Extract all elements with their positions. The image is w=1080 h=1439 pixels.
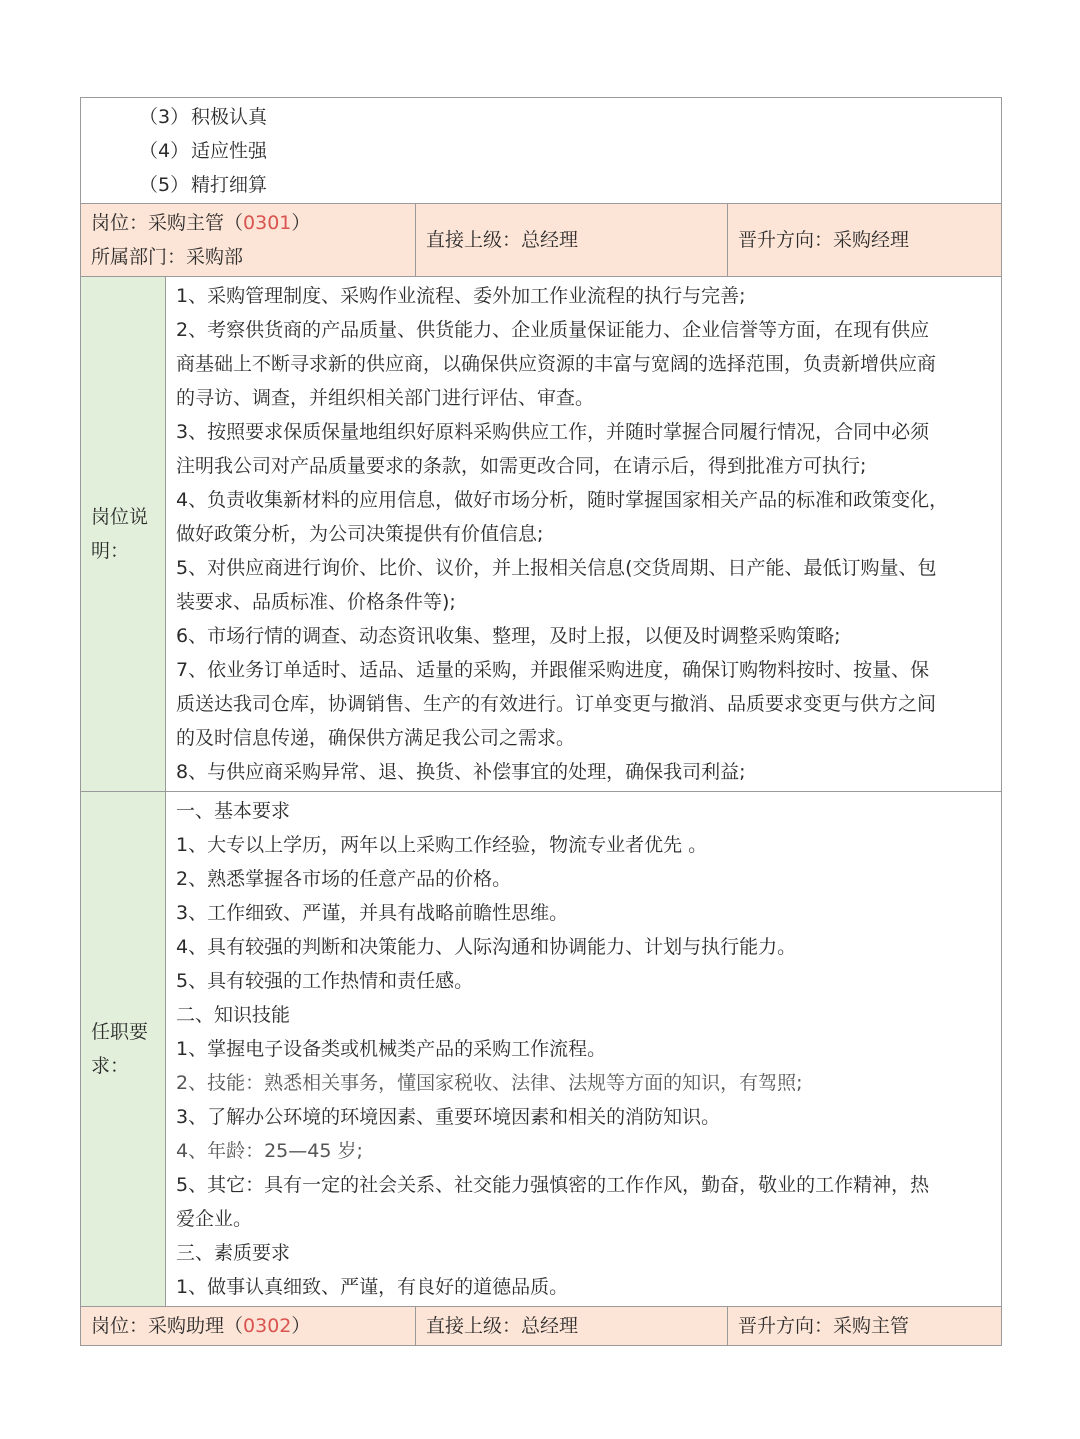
requirements-line: 三、素质要求	[176, 1242, 291, 1264]
intro-item	[81, 168, 1001, 202]
description-line: 注明我公司对产品质量要求的条款，如需更改合同，在请示后，得到批准方可执行;	[176, 455, 867, 477]
description-line: 的及时信息传递，确保供方满足我公司之需求。	[176, 727, 576, 749]
requirements-line: 3、了解办公环境的环境因素、重要环境因素和相关的消防知识。	[176, 1106, 721, 1128]
requirements-line: 4、年龄：25—45 岁;	[176, 1140, 363, 1162]
requirements-line: 1、大专以上学历，两年以上采购工作经验，物流专业者优先 。	[176, 834, 708, 856]
requirements-content	[166, 792, 1002, 1307]
description-label-line: 明：	[91, 540, 130, 562]
position-header-row	[81, 1307, 1002, 1346]
requirements-line: 5、其它：具有一定的社会关系、社交能力强慎密的工作作风，勤奋，敬业的工作精神，热	[176, 1174, 930, 1196]
description-line: 做好政策分析，为公司决策提供有价值信息;	[176, 523, 544, 545]
position-title: 岗位：采购主管（0301）	[91, 212, 311, 234]
description-line: 4、负责收集新材料的应用信息，做好市场分析，随时掌握国家相关产品的标准和政策变化，	[176, 489, 949, 511]
description-line: 的寻访、调查，并组织相关部门进行评估、审查。	[176, 387, 595, 409]
description-line: 商基础上不断寻求新的供应商，以确保供应资源的丰富与宽阔的选择范围，负责新增供应商	[176, 353, 937, 375]
intro-item-number: （5）	[139, 174, 190, 196]
description-line: 1、采购管理制度、采购作业流程、委外加工作业流程的执行与完善;	[176, 285, 746, 307]
job-description-document	[80, 97, 1001, 1346]
description-line: 装要求、品质标准、价格条件等);	[176, 591, 456, 613]
requirements-line: 一、基本要求	[176, 800, 291, 822]
description-content	[166, 277, 1002, 792]
requirements-label-cell	[81, 792, 166, 1307]
position-title: 岗位：采购助理（0302）	[91, 1315, 311, 1337]
intro-item-text: 积极认真	[191, 106, 268, 128]
description-line: 3、按照要求保质保量地组织好原料采购供应工作，并随时掌握合同履行情况，合同中必须	[176, 421, 930, 443]
description-line: 7、依业务订单适时、适品、适量的采购，并跟催采购进度，确保订购物料按时、按量、保	[176, 659, 930, 681]
description-row	[81, 277, 1002, 792]
position-title-cell	[81, 1307, 416, 1346]
intro-item-number: （4）	[139, 140, 190, 162]
requirements-row	[81, 792, 1002, 1307]
description-line: 5、对供应商进行询价、比价、议价，并上报相关信息(交货周期、日产能、最低订购量、包	[176, 557, 937, 579]
intro-cell	[81, 98, 1002, 204]
requirements-line: 1、做事认真细致、严谨，有良好的道德品质。	[176, 1276, 569, 1298]
job-table	[80, 97, 1002, 1346]
requirements-line: 爱企业。	[176, 1208, 253, 1230]
department-label: 所属部门：采购部	[91, 246, 244, 268]
description-label-line: 岗位说	[91, 506, 149, 528]
position-header-row	[81, 204, 1002, 277]
requirements-line: 4、具有较强的判断和决策能力、人际沟通和协调能力、计划与执行能力。	[176, 936, 797, 958]
position-title-cell	[81, 204, 416, 277]
intro-item-number: （3）	[139, 106, 190, 128]
requirements-line: 3、工作细致、严谨，并具有战略前瞻性思维。	[176, 902, 569, 924]
intro-row	[81, 98, 1002, 204]
requirements-label-line: 求：	[91, 1055, 130, 1077]
supervisor-label: 直接上级：总经理	[426, 229, 579, 251]
requirements-line: 5、具有较强的工作热情和责任感。	[176, 970, 474, 992]
intro-item	[81, 134, 1001, 168]
promotion-cell	[728, 1307, 1002, 1346]
promotion-cell	[728, 204, 1002, 277]
description-label-cell	[81, 277, 166, 792]
intro-item-text: 精打细算	[191, 174, 268, 196]
requirements-line: 2、熟悉掌握各市场的任意产品的价格。	[176, 868, 512, 890]
position-code: 0302	[243, 1315, 292, 1337]
description-line: 2、考察供货商的产品质量、供货能力、企业质量保证能力、企业信誉等方面，在现有供应	[176, 319, 930, 341]
description-line: 6、市场行情的调查、动态资讯收集、整理，及时上报，以便及时调整采购策略;	[176, 625, 841, 647]
description-line: 质送达我司仓库，协调销售、生产的有效进行。订单变更与撤消、品质要求变更与供方之间	[176, 693, 937, 715]
promotion-label: 晋升方向：采购经理	[738, 229, 910, 251]
description-line: 8、与供应商采购异常、退、换货、补偿事宜的处理，确保我司利益;	[176, 761, 746, 783]
supervisor-cell	[416, 1307, 728, 1346]
requirements-line: 二、知识技能	[176, 1004, 291, 1026]
intro-item	[81, 100, 1001, 134]
supervisor-label: 直接上级：总经理	[426, 1315, 579, 1337]
promotion-label: 晋升方向：采购主管	[738, 1315, 910, 1337]
requirements-label-line: 任职要	[91, 1021, 149, 1043]
requirements-line: 1、掌握电子设备类或机械类产品的采购工作流程。	[176, 1038, 607, 1060]
requirements-line: 2、技能：熟悉相关事务，懂国家税收、法律、法规等方面的知识，有驾照;	[176, 1072, 803, 1094]
intro-item-text: 适应性强	[191, 140, 268, 162]
position-code: 0301	[243, 212, 292, 234]
supervisor-cell	[416, 204, 728, 277]
